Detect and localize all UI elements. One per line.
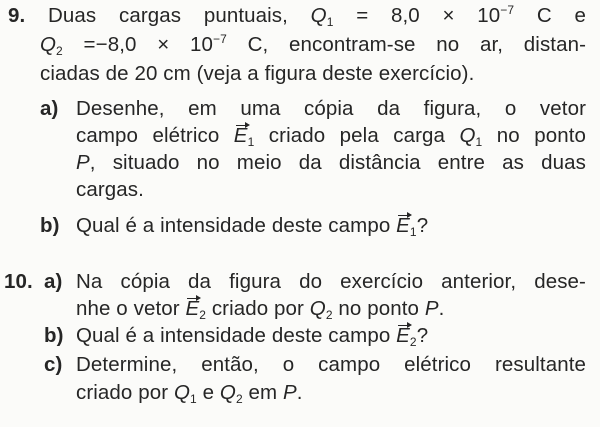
q9-text-1a: Duas cargas puntuais,	[48, 4, 288, 27]
q9-text-1c: C e	[536, 4, 587, 27]
q9b-line: Qual é a intensidade deste campo $E_1$?	[76, 214, 429, 239]
q9a-line-2: campo elétrico $E_1$ criado pela carga $Q_1$ no ponto	[76, 124, 586, 149]
q1-value: = $8,0 \times 10^{-7}$	[356, 3, 515, 27]
charge-q2-ref-2: $Q_2$	[219, 381, 243, 406]
point-p-ref: P	[424, 297, 439, 320]
q9a-label: a)	[40, 97, 59, 120]
q10c-label: c)	[44, 353, 63, 376]
q10a-line-1: Na cópia da figura do exercício anterior, dese-	[76, 270, 586, 293]
q9a-line-4: cargas.	[76, 178, 144, 201]
charge-q2: $Q_2$	[40, 33, 63, 58]
q9b-label: b)	[40, 214, 60, 237]
charge-q1: $Q_1$	[310, 4, 334, 29]
q9-line-1	[8, 4, 586, 28]
vector-e2-ref: $E_2$	[396, 324, 417, 349]
vector-e1: $E_1$	[233, 124, 255, 149]
q10-number: 10.	[4, 270, 33, 293]
q10b-line: Qual é a intensidade deste campo $E_2$?	[76, 324, 429, 349]
point-p-ref-2: P	[283, 381, 297, 404]
vector-e2: $E_2$	[185, 297, 207, 322]
q10b-label: b)	[44, 324, 64, 347]
q10a-label: a)	[44, 270, 63, 293]
q9-number: 9.	[8, 4, 26, 27]
vector-e1-ref: $E_1$	[396, 214, 417, 239]
q9-line-3: ciadas de 20 cm (veja a figura deste exercício).	[40, 62, 475, 85]
q10c-line-1: Determine, então, o campo elétrico resultante	[76, 353, 586, 376]
q9-line-2	[40, 33, 586, 57]
charge-q1-ref: $Q_1$	[459, 124, 483, 149]
q10a-line-2: nhe o vetor $E_2$ criado por $Q_2$ no ponto P.	[76, 297, 445, 322]
q2-value: $=-8,0 \times 10^{-7}$	[83, 32, 227, 56]
q9-text-2b: C, encontram-se no ar, distan-	[247, 33, 587, 56]
q9a-line-1: Desenhe, em uma cópia da figura, o vetor	[76, 97, 586, 120]
charge-q2-ref: $Q_2$	[309, 297, 333, 322]
point-p: P	[76, 151, 90, 174]
q9a-line-3: P, situado no meio da distância entre as duas	[76, 151, 586, 174]
charge-q1-ref-2: $Q_1$	[173, 381, 197, 406]
q10c-line-2: criado por $Q_1$ e $Q_2$ em P.	[76, 381, 303, 406]
